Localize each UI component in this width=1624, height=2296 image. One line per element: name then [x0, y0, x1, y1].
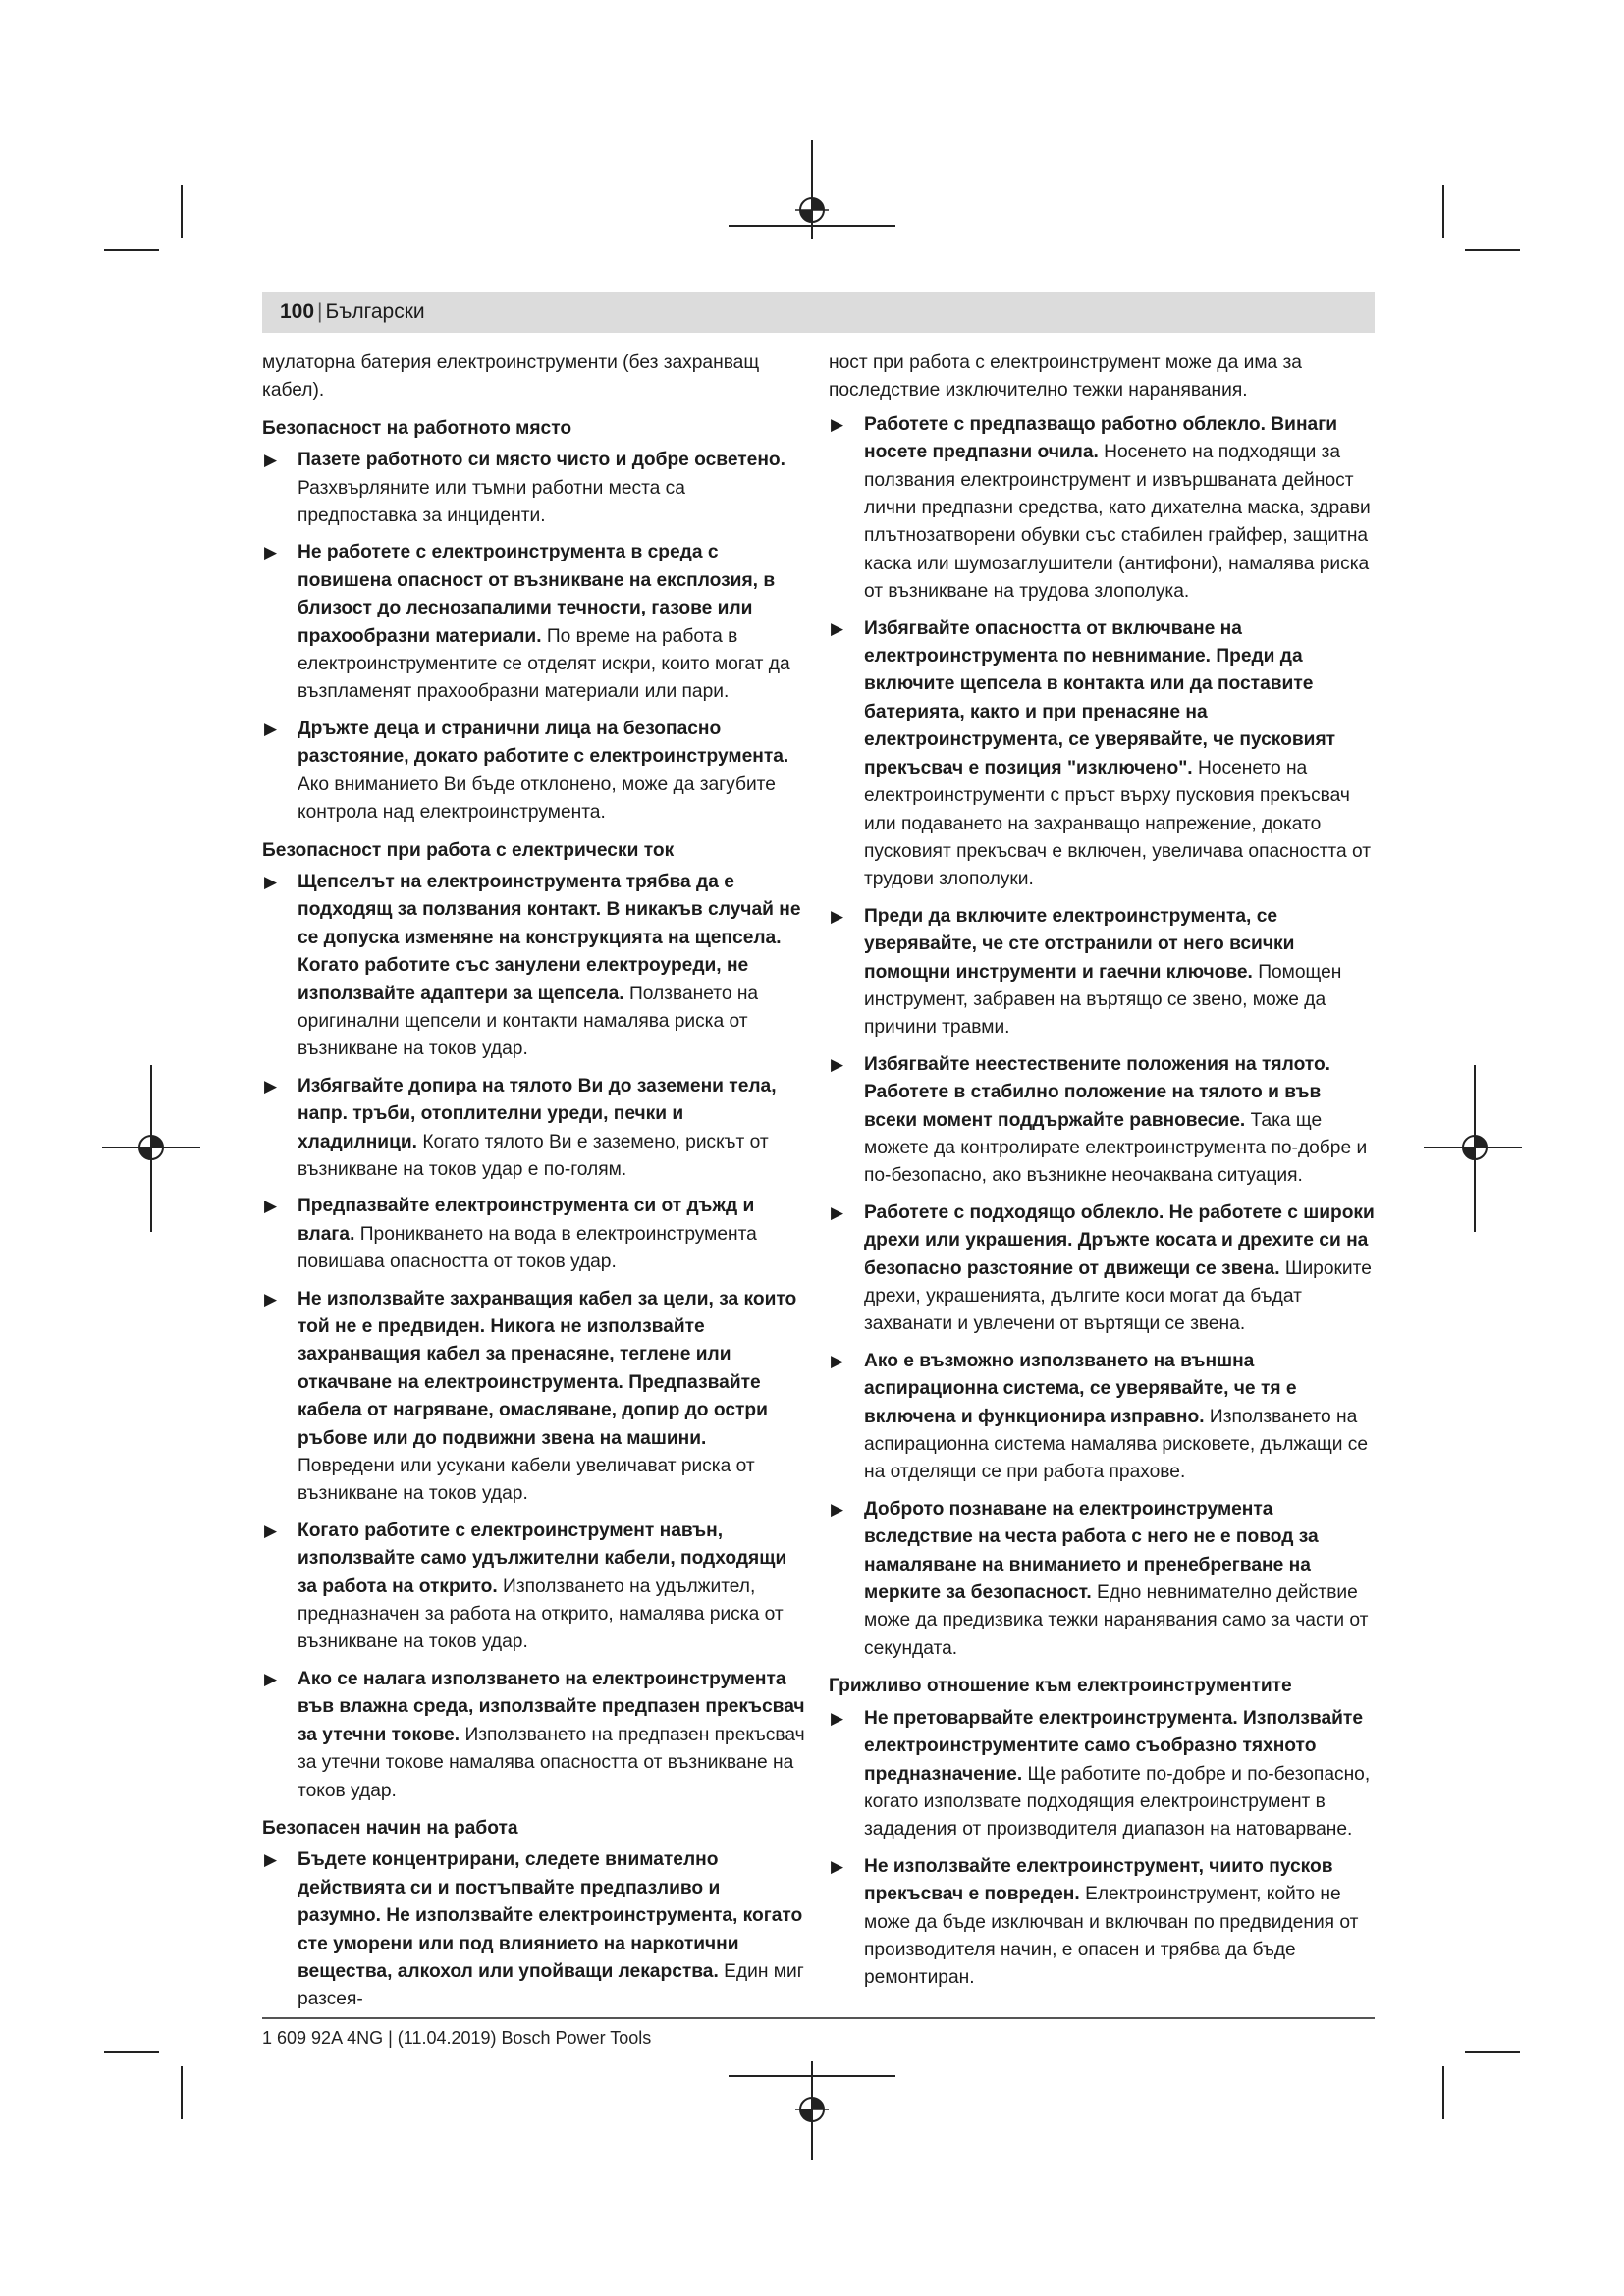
instruction-explanation-text: Ползването на оригинални щепсели и контакти намалява риска от възникване на токов удар.	[298, 983, 759, 1060]
bullet-arrow-icon: ▶	[264, 1197, 278, 1216]
instruction-bold-text: Бъдете концентрирани, следете внимателно действията си и постъпвайте предпазливо и разумно. Не използвайте електроинструмента, когато сте уморени или под влиянието на наркотични вещества, алкохол или упойващи лекарства.	[298, 1849, 803, 1982]
header-separator: |	[317, 300, 323, 323]
safety-instruction-item	[829, 1853, 1375, 1993]
instruction-bold-text: Предпазвайте електроинструмента си от дъжд и влага.	[298, 1196, 755, 1245]
crop-mark-bottom-left-v	[181, 2066, 183, 2119]
left-column-sections	[262, 415, 808, 2014]
page-footer: 1 609 92A 4NG | (11.04.2019) Bosch Power Tools	[262, 2028, 652, 2048]
page-header-text	[280, 300, 425, 324]
safety-instruction-item	[829, 411, 1375, 607]
right-column-items	[829, 411, 1375, 1663]
instruction-bold-text: Не използвайте електроинструмент, чиито пусков прекъсвач е повреден.	[864, 1855, 1333, 1905]
instruction-bold-text: Не претоварвайте електроинструмента. Използвайте електроинструментите само съобразно тяхното предназначение.	[864, 1707, 1363, 1785]
safety-instruction-item	[829, 903, 1375, 1042]
safety-instruction-item	[829, 1200, 1375, 1339]
safety-instruction-item	[262, 869, 808, 1064]
safety-instruction-item	[262, 447, 808, 530]
safety-instruction-item	[829, 1705, 1375, 1844]
instruction-bold-text: Избягвайте неестествените положения на тялото. Работете в стабилно положение на тялото и във всеки момент поддържайте равновесие.	[864, 1053, 1331, 1131]
instruction-explanation-text: Повредени или усукани кабели увеличават риска от възникване на токов удар.	[298, 1456, 755, 1505]
instruction-explanation-text: Ще работите по-добре и по-безопасно, когато използвате подходящия електроинструмент в зададения от производителя диапазон на натоварване.	[864, 1763, 1371, 1841]
safety-instruction-item	[262, 539, 808, 706]
safety-instruction-item	[262, 1518, 808, 1657]
page-language: Български	[325, 300, 425, 323]
instruction-bold-text: Пазете работното си място чисто и добре осветено.	[298, 450, 785, 471]
instruction-explanation-text: Използването на аспирационна система намалява рисковете, дължащи се на отделящи се при работа прахове.	[864, 1406, 1369, 1483]
instruction-bold-text: Ако се налага използването на електроинструмента във влажна среда, използвайте предпазен прекъсвач за утечни токове.	[298, 1668, 805, 1745]
safety-instruction-item	[262, 1193, 808, 1276]
bullet-arrow-icon: ▶	[831, 414, 844, 434]
instruction-bold-text: Преди да включите електроинструмента, се уверявайте, че сте отстранили от него всички помощни инструменти и гаечни ключове.	[864, 905, 1295, 983]
bullet-arrow-icon: ▶	[831, 1202, 844, 1222]
instruction-explanation-text: Използването на предпазен прекъсвач за утечни токове намалява опасността от възникване на токов удар.	[298, 1724, 805, 1801]
instruction-explanation-text: Носенето на електроинструменти с пръст върху пусковия прекъсвач или подаването на захранващо напрежение, докато пусковият прекъсвач е включен, увеличава опасността от трудови злополуки.	[864, 757, 1371, 890]
bullet-arrow-icon: ▶	[264, 1521, 278, 1540]
page-number: 100	[280, 300, 315, 323]
instruction-bold-text: Не работете с електроинструмента в среда с повишена опасност от възникване на експлозия, в близост до леснозапалими течности, газове или прахообразни материали.	[298, 542, 776, 647]
bullet-arrow-icon: ▶	[264, 1850, 278, 1870]
bullet-arrow-icon: ▶	[264, 1076, 278, 1095]
crop-mark-top-right-h	[1465, 249, 1520, 251]
right-column-intro: ност при работа с електроинструмент може да има за последствие изключително тежки наранявания.	[829, 352, 1302, 401]
safety-instruction-item	[829, 1348, 1375, 1487]
bullet-arrow-icon: ▶	[831, 1499, 844, 1519]
instruction-bold-text: Избягвайте опасността от включване на електроинструмента по невнимание. Преди да включите щепсела в контакта или да поставите батерията, както и при пренасяне на електроинструмента, се уверявайте, че пусковият прекъсвач е позиция "изключено".	[864, 617, 1336, 778]
safety-instruction-item	[829, 615, 1375, 894]
instruction-explanation-text: Носенето на подходящи за ползвания електроинструмент и извършваната дейност лични предпазни средства, като дихателна маска, здрави плътнозатворени обувки със стабилен грайфер, защитна каска или шумозаглушители (антифони), намалява риска от възникване на трудова злополука.	[864, 442, 1371, 603]
bullet-arrow-icon: ▶	[264, 543, 278, 562]
crop-mark-bottom-left-h	[104, 2051, 159, 2053]
instruction-bold-text: Ако е възможно използването на външна аспирационна система, се уверявайте, че тя е включена и функционира изправно.	[864, 1350, 1297, 1427]
registration-target-left-icon	[135, 1131, 168, 1164]
instruction-bold-text: Щепселът на електроинструмента трябва да е подходящ за ползвания контакт. В никакъв случай не се допуска изменяне на конструкцията на щепсела. Когато работите със занулени електроуреди, не използвайте адаптери за щепсела.	[298, 871, 801, 1004]
instruction-bold-text: Не използвайте захранващия кабел за цели, за които той не е предвиден. Никога не използвайте захранващия кабел за пренасяне, теглене или откачване на електроинструмента. Предпазвайте кабела от нагряване, омасляване, допир до остри ръбове или до подвижни звена на машини.	[298, 1288, 797, 1449]
instruction-explanation-text: Ако вниманието Ви бъде отклонено, може да загубите контрола над електроинструмента.	[298, 774, 776, 824]
bullet-arrow-icon: ▶	[831, 906, 844, 926]
instruction-bold-text: Дръжте деца и странични лица на безопасно разстояние, докато работите с електроинструмента.	[298, 718, 789, 768]
bullet-arrow-icon: ▶	[831, 1054, 844, 1074]
instruction-explanation-text: Електроинструмент, който не може да бъде изключван и включван по предвидения от производителя начин, е опасен и трябва да бъде ремонтиран.	[864, 1884, 1359, 1989]
safety-instruction-item	[829, 1496, 1375, 1663]
safety-instruction-item	[262, 716, 808, 828]
instruction-explanation-text: По време на работа в електроинструментите се отделят искри, които могат да възпламенят прахообразни материали или пари.	[298, 625, 790, 703]
safety-instruction-item	[262, 1846, 808, 2013]
registration-target-bottom-icon	[795, 2093, 829, 2126]
safety-instruction-item	[829, 1051, 1375, 1191]
section-heading: Грижливо отношение към електроинструментите	[829, 1676, 1292, 1697]
bullet-arrow-icon: ▶	[264, 451, 278, 470]
crop-mark-top-right-v	[1442, 185, 1444, 238]
instruction-bold-text: Доброто познаване на електроинструмента вследствие на честа работа с него не е повод за намаляване на вниманието и пренебрегване на мерките за безопасност.	[864, 1498, 1319, 1604]
left-column	[262, 349, 808, 2023]
left-column-intro: мулаторна батерия електроинструменти (без захранващ кабел).	[262, 352, 760, 401]
instruction-bold-text: Когато работите с електроинструмент навън, използвайте само удължителни кабели, подходящи за работа на открито.	[298, 1520, 787, 1597]
crop-mark-top-left-v	[181, 185, 183, 238]
instruction-bold-text: Работете с предпазващо работно облекло. Винаги носете предпазни очила.	[864, 413, 1337, 463]
instruction-explanation-text: Широките дрехи, украшенията, дългите коси могат да бъдат захванати и увлечени от въртящи се звена.	[864, 1257, 1372, 1335]
instruction-bold-text: Работете с подходящо облекло. Не работете с широки дрехи или украшения. Дръжте косата и дрехите си на безопасно разстояние от движещи се звена.	[864, 1201, 1375, 1279]
bullet-arrow-icon: ▶	[831, 618, 844, 638]
registration-target-top-icon	[795, 193, 829, 227]
crop-mark-bottom-right-h	[1465, 2051, 1520, 2053]
safety-instruction-item	[262, 1666, 808, 1805]
bullet-arrow-icon: ▶	[264, 872, 278, 891]
bullet-arrow-icon: ▶	[264, 719, 278, 738]
section-heading: Безопасност при работа с електрически ток	[262, 839, 675, 861]
section-heading: Безопасност на работното място	[262, 417, 572, 439]
crop-mark-top-left-h	[104, 249, 159, 251]
crop-mark-bottom-right-v	[1442, 2066, 1444, 2119]
instruction-explanation-text: Когато тялото Ви е заземено, рискът от възникване на токов удар е по-голям.	[298, 1131, 769, 1180]
instruction-explanation-text: Помощен инструмент, забравен на въртящо се звено, може да причини травми.	[864, 961, 1342, 1039]
bullet-arrow-icon: ▶	[831, 1351, 844, 1370]
instruction-explanation-text: Използването на удължител, предназначен за работа на открито, намалява риска от възникване на токов удар.	[298, 1575, 784, 1653]
right-column	[829, 349, 1375, 2002]
page-header	[262, 292, 1375, 333]
instruction-explanation-text: Проникването на вода в електроинструмента повишава опасността от токов удар.	[298, 1223, 757, 1273]
instruction-explanation-text: Един миг разсея-	[298, 1960, 804, 2010]
instruction-explanation-text: Така ще можете да контролирате електроинструмента по-добре и по-безопасно, ако възникне неочаквана ситуация.	[864, 1109, 1368, 1187]
instruction-bold-text: Избягвайте допира на тялото Ви до заземени тела, напр. тръби, отоплителни уреди, печки и хладилници.	[298, 1075, 777, 1152]
bullet-arrow-icon: ▶	[831, 1856, 844, 1876]
right-column-section-items	[829, 1705, 1375, 1993]
instruction-explanation-text: Едно невнимателно действие може да предизвика тежки наранявания само за части от секундата.	[864, 1582, 1369, 1659]
instruction-explanation-text: Разхвърляните или тъмни работни места са предпоставка за инциденти.	[298, 477, 685, 527]
registration-target-right-icon	[1458, 1131, 1491, 1164]
section-heading: Безопасен начин на работа	[262, 1817, 518, 1839]
bullet-arrow-icon: ▶	[831, 1708, 844, 1728]
bullet-arrow-icon: ▶	[264, 1289, 278, 1308]
safety-instruction-item	[262, 1286, 808, 1509]
footer-rule	[262, 2017, 1375, 2019]
safety-instruction-item	[262, 1073, 808, 1185]
bullet-arrow-icon: ▶	[264, 1669, 278, 1688]
